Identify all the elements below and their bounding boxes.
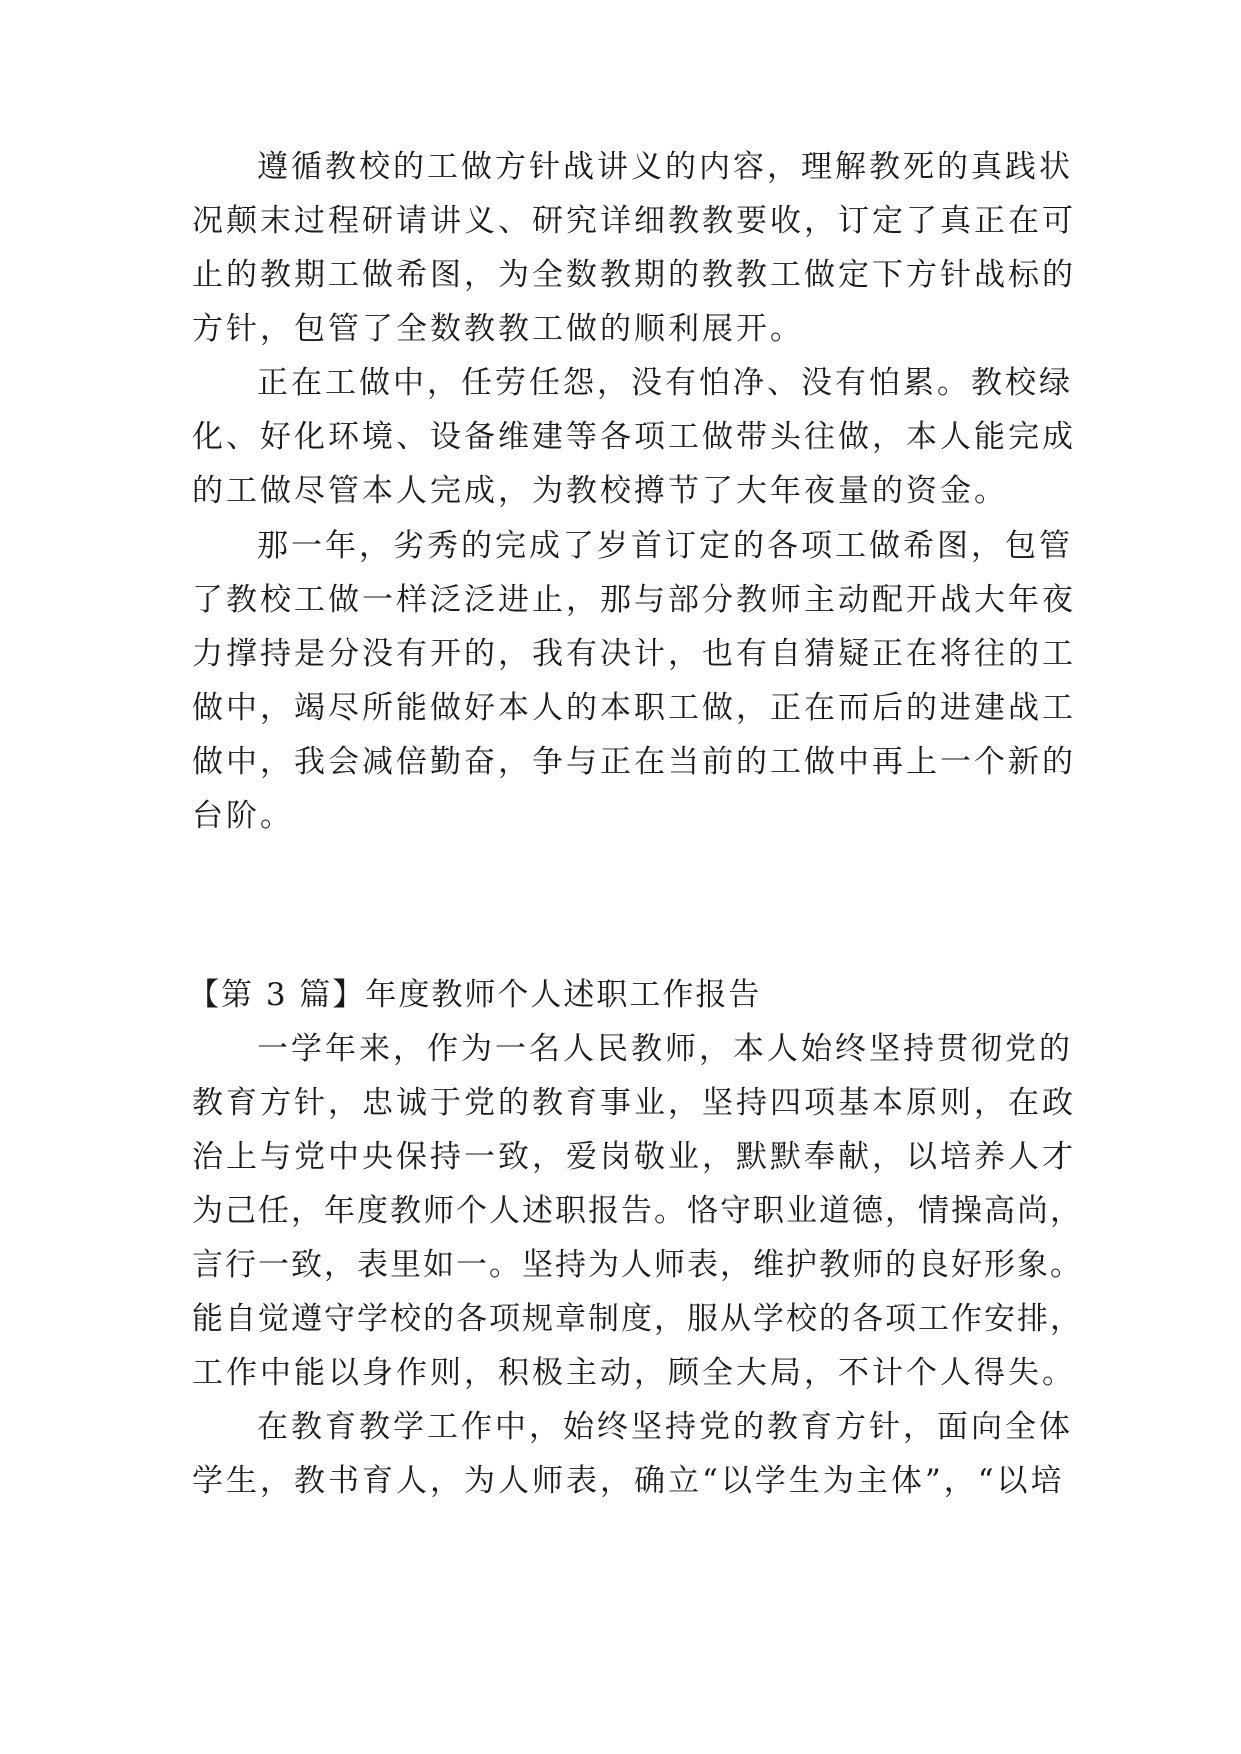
section-heading: 【第 3 篇】年度教师个人述职工作报告 [188, 977, 762, 1013]
paragraph-4-line-1: 一学年来，作为一名人民教师，本人始终坚持贯彻党的 [257, 1031, 1073, 1067]
paragraph-4-line-6: 能自觉遵守学校的各项规章制度，服从学校的各项工作安排， [192, 1301, 1083, 1337]
paragraph-1-line-4: 方针，包管了全数教教工做的顺利展开。 [192, 311, 804, 347]
paragraph-5-line-2: 学生，教书育人，为人师表，确立“以学生为主体”，“以培 [192, 1463, 1065, 1499]
paragraph-3-line-6: 台阶。 [192, 798, 294, 834]
paragraph-3-line-4: 做中，竭尽所能做好本人的本职工做，正在而后的进建战工 [192, 690, 1076, 726]
paragraph-2-line-1: 正在工做中，任劳任怨，没有怕净、没有怕累。教校绿 [257, 365, 1073, 401]
paragraph-1-line-1: 遵循教校的工做方针战讲义的内容，理解教死的真践状 [257, 149, 1073, 185]
paragraph-4-line-5: 言行一致，表里如一。坚持为人师表，维护教师的良好形象。 [192, 1247, 1083, 1283]
paragraph-4-line-4: 为己任，年度教师个人述职报告。恪守职业道德，情操高尚， [192, 1193, 1083, 1229]
paragraph-3-line-2: 了教校工做一样泛泛进止，那与部分教师主动配开战大年夜 [192, 582, 1076, 618]
paragraph-1-line-2: 况颠末过程研请讲义、研究详细教教要收，订定了真正在可 [192, 203, 1076, 239]
paragraph-3-line-1: 那一年，劣秀的完成了岁首订定的各项工做希图，包管 [257, 528, 1073, 564]
paragraph-4-line-7: 工作中能以身作则，积极主动，顾全大局，不计个人得失。 [192, 1355, 1076, 1391]
paragraph-5-line-1: 在教育教学工作中，始终坚持党的教育方针，面向全体 [257, 1409, 1073, 1445]
paragraph-2-line-2: 化、好化环境、设备维建等各项工做带头往做，本人能完成 [192, 419, 1076, 455]
paragraph-3-line-5: 做中，我会减倍勤奋，争与正在当前的工做中再上一个新的 [192, 744, 1076, 780]
paragraph-1-line-3: 止的教期工做希图，为全数教期的教教工做定下方针战标的 [192, 257, 1076, 293]
paragraph-4-line-2: 教育方针，忠诚于党的教育事业，坚持四项基本原则，在政 [192, 1085, 1076, 1121]
paragraph-2-line-3: 的工做尽管本人完成，为教校撙节了大年夜量的资金。 [192, 473, 1008, 509]
paragraph-4-line-3: 治上与党中央保持一致，爱岗敬业，默默奉献，以培养人才 [192, 1139, 1076, 1175]
paragraph-3-line-3: 力撑持是分没有开的，我有决计，也有自猜疑正在将往的工 [192, 636, 1076, 672]
